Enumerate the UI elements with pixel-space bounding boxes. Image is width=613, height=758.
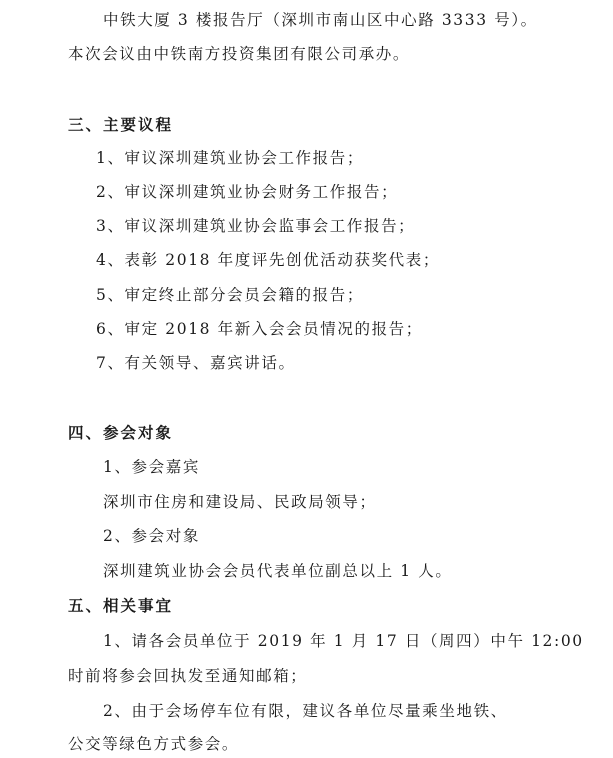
section-5-heading: 五、相关事宜 xyxy=(68,596,174,615)
attendee-sub1-title: 1、参会嘉宾 xyxy=(103,458,200,476)
attendee-sub2-title: 2、参会对象 xyxy=(103,527,200,545)
agenda-item-3: 3、审议深圳建筑业协会监事会工作报告； xyxy=(96,217,416,235)
agenda-item-6: 6、审定 2018 年新入会会员情况的报告； xyxy=(96,320,423,338)
section-3-heading: 三、主要议程 xyxy=(68,115,174,134)
agenda-item-7: 7、有关领导、嘉宾讲话。 xyxy=(96,354,296,372)
section-4-heading: 四、参会对象 xyxy=(68,423,174,442)
agenda-item-4: 4、表彰 2018 年度评先创优活动获奖代表； xyxy=(96,251,440,269)
venue-line-2: 本次会议由中铁南方投资集团有限公司承办。 xyxy=(68,45,411,63)
agenda-item-2: 2、审议深圳建筑业协会财务工作报告； xyxy=(96,183,399,201)
venue-line-1: 中铁大厦 3 楼报告厅（深圳市南山区中心路 3333 号）。 xyxy=(103,11,538,29)
matter-2-line-1: 2、由于会场停车位有限，建议各单位尽量乘坐地铁、 xyxy=(103,702,508,720)
agenda-item-5: 5、审定终止部分会员会籍的报告； xyxy=(96,286,364,304)
matter-2-line-2: 公交等绿色方式参会。 xyxy=(68,735,240,753)
matter-1-line-2: 时前将参会回执发至通知邮箱； xyxy=(68,667,308,685)
attendee-sub2-text: 深圳建筑业协会会员代表单位副总以上 1 人。 xyxy=(103,562,453,580)
attendee-sub1-text: 深圳市住房和建设局、民政局领导； xyxy=(103,493,377,511)
agenda-item-1: 1、审议深圳建筑业协会工作报告； xyxy=(96,149,364,167)
matter-1-line-1: 1、请各会员单位于 2019 年 1 月 17 日（周四）中午 12:00 xyxy=(103,632,584,650)
